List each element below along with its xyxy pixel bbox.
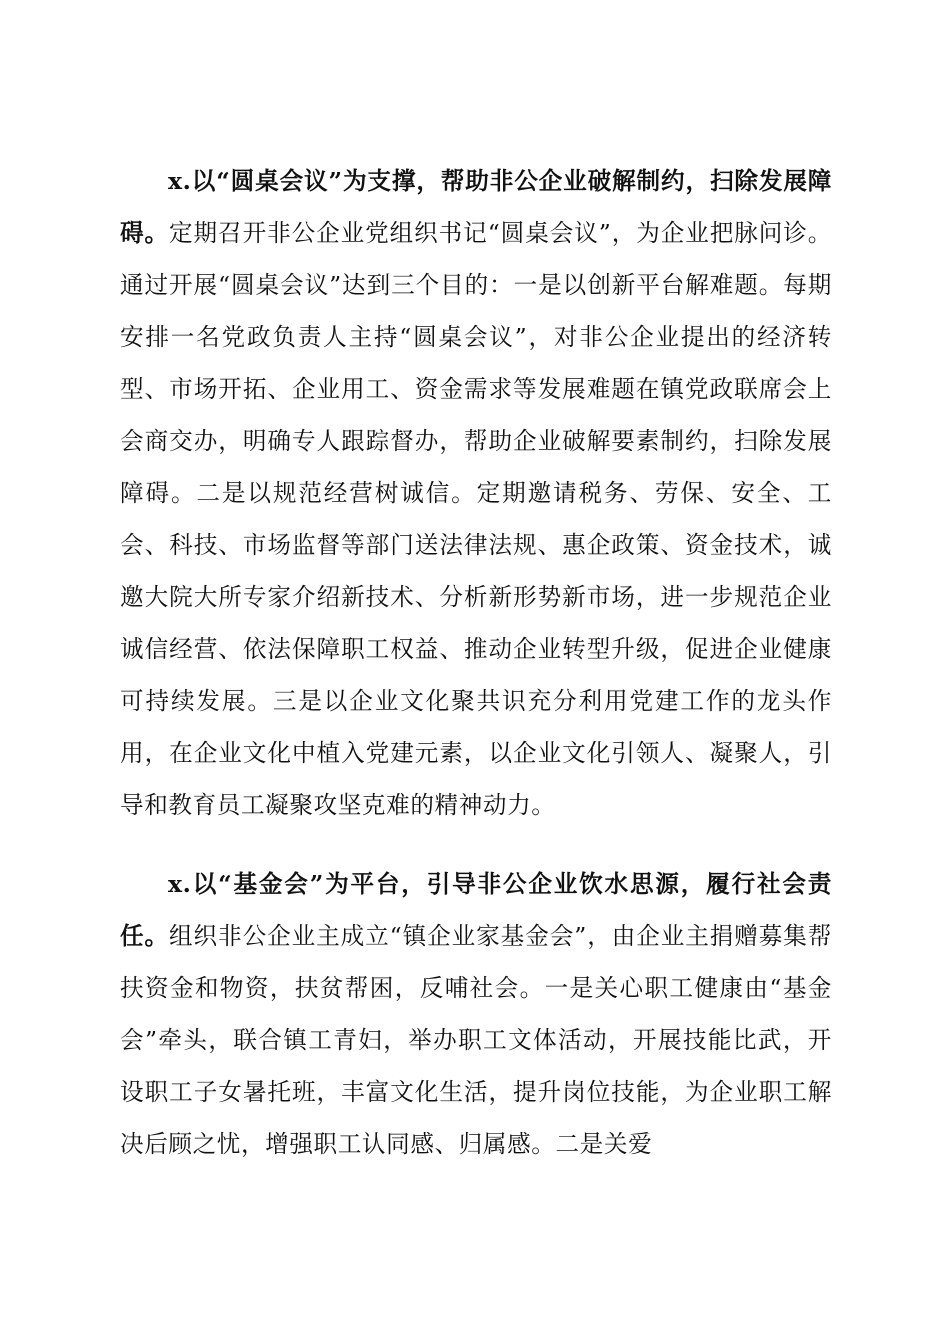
paragraph-2-heading: x.以“基金会”为平台，引导非公企业饮水思源，履行社会责任。	[120, 870, 832, 950]
paragraph-1-body: 定期召开非公企业党组织书记“圆桌会议”，为企业把脉问诊。通过开展“圆桌会议”达到三个目的：一是以创新平台解难题。每期安排一名党政负责人主持“圆桌会议”，对非公企业提出的经济转型、市场开拓、企业用工、资金需求等发展难题在镇党政联席会上会商交办，明确专人跟踪督办，帮助企业破解要素制约，扫除发展障碍。二是以规范经营树诚信。定期邀请税务、劳保、安全、工会、科技、市场监督等部门送法律法规、惠企政策、资金技术，诚邀大院大所专家介绍新技术、分析新形势新市场，进一步规范企业诚信经营、依法保障职工权益、推动企业转型升级，促进企业健康可持续发展。三是以企业文化聚共识充分利用党建工作的龙头作用，在企业文化中植入党建元素，以企业文化引领人、凝聚人，引导和教育员工凝聚攻坚克难的精神动力。	[120, 219, 833, 819]
paragraph-1-heading: x.以“圆桌会议”为支撑，帮助非公企业破解制约，扫除发展障碍。	[120, 167, 832, 247]
paragraph-1	[120, 155, 832, 831]
paragraph-2	[120, 858, 832, 1170]
paragraph-2-body: 组织非公企业主成立“镇企业家基金会”，由企业主捐赠募集帮扶资金和物资，扶贫帮困，反哺社会。一是关心职工健康由“基金会”牵头，联合镇工青妇，举办职工文体活动，开展技能比武，开设职工子女暑托班，丰富文化生活，提升岗位技能，为企业职工解决后顾之忧，增强职工认同感、归属感。二是关爱	[120, 922, 833, 1158]
